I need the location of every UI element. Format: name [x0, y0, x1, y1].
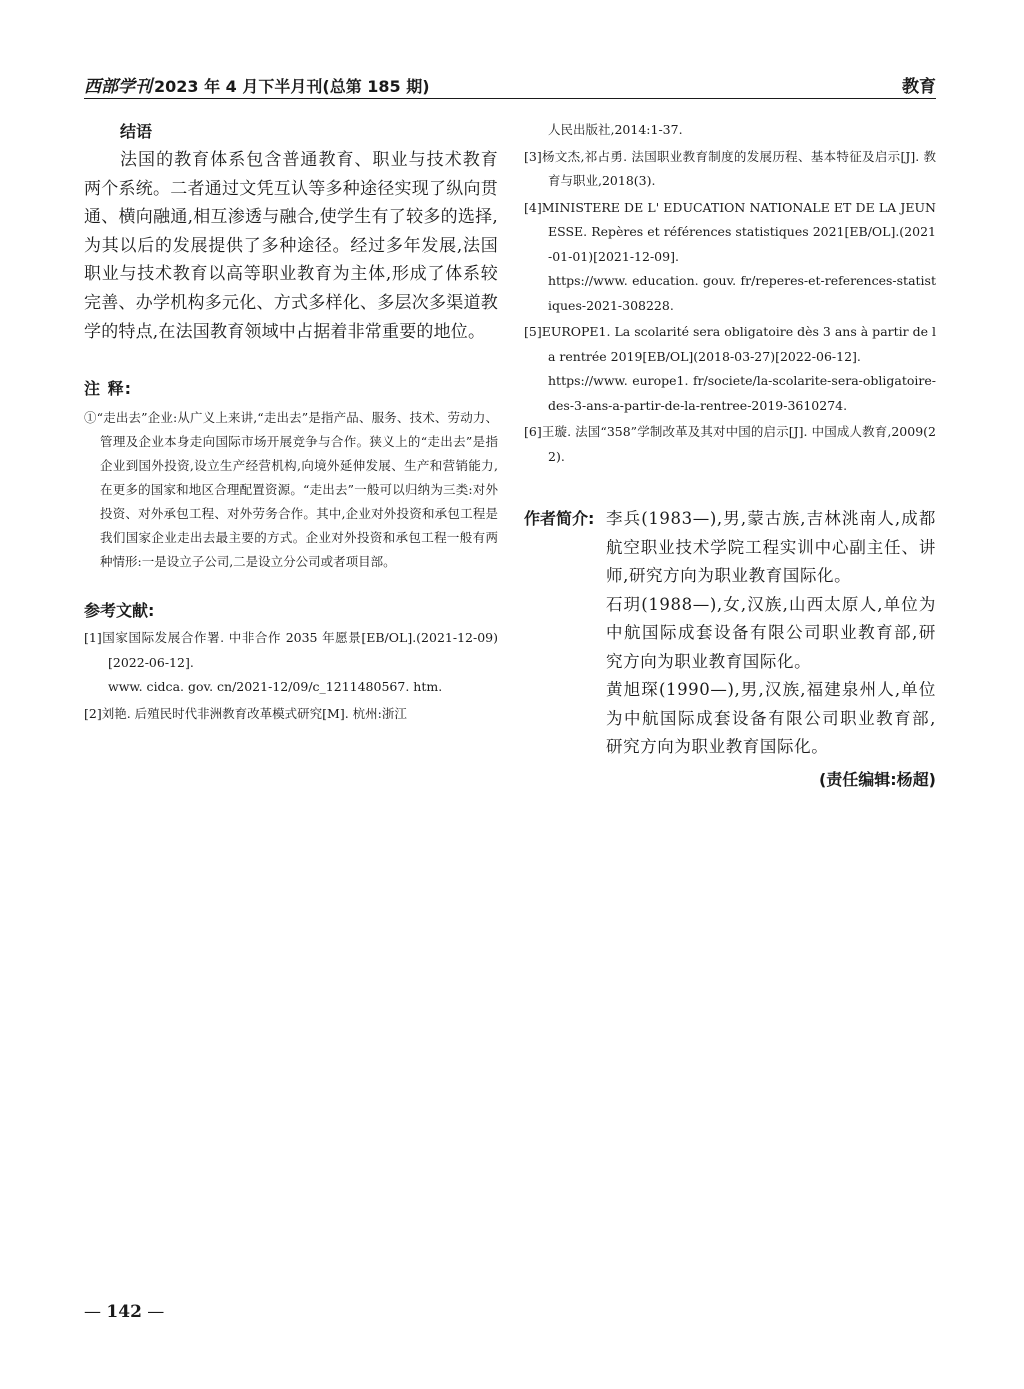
reference-item [524, 145, 936, 194]
page-header [84, 68, 936, 99]
reference-item [524, 420, 936, 469]
section-label: 教育 [902, 77, 936, 97]
reference-text: [6]王璇. 法国“358”学制改革及其对中国的启示[J]. 中国成人教育,2009(22). [524, 424, 936, 464]
reference-text: [2]刘艳. 后殖民时代非洲教育改革模式研究[M]. 杭州:浙江 [84, 705, 407, 721]
note-item: ①“走出去”企业:从广义上来讲,“走出去”是指产品、服务、技术、劳动力、管理及企业本身走向国际市场开展竞争与合作。狭义上的“走出去”是指企业到国外投资,设立生产经营机构,向境外延伸发展、生产和营销能力,在更多的国家和地区合理配置资源。“走出去”一般可以归纳为三类:对外投资、对外承包工程、对外劳务合作。其中,企业对外投资和承包工程是我们国家企业走出去最主要的方式。企业对外投资和承包工程一般有两种情形:一是设立子公司,二是设立分公司或者项目部。 [84, 410, 498, 570]
page-number-value: 142 [106, 1302, 142, 1322]
reference-item [84, 626, 498, 700]
reference-continuation: 人民出版社,2014:1-37. [548, 122, 683, 137]
conclusion-paragraph: 法国的教育体系包含普通教育、职业与技术教育两个系统。二者通过文凭互认等多种途径实现了纵向贯通、横向融通,相互渗透与融合,使学生有了较多的选择,为其以后的发展提供了多种途径。经过多年发展,法国职业与技术教育以高等职业教育为主体,形成了体系较完善、办学机构多元化、方式多样化、多层次多渠道教学的特点,在法国教育领域中占据着非常重要的地位。 [84, 150, 498, 342]
notes-heading: 注 释: [84, 379, 132, 399]
issue-info: 2023 年 4 月下半月刊(总第 185 期) [154, 77, 430, 96]
author-intro-label: 作者简介: [524, 509, 595, 528]
author-paragraph: 石玥(1988—),女,汉族,山西太原人,单位为中航国际成套设备有限公司职业教育部,研究方向为职业教育国际化。 [606, 594, 936, 671]
reference-text: [5]EUROPE1. La scolarité sera obligatoire dès 3 ans à partir de la rentrée 2019[EB/OL](2018-03-27)[2022-06-12]. [524, 324, 936, 364]
reference-url: https://www. europe1. fr/societe/la-scolarite-sera-obligatoire-des-3-ans-a-partir-de-la-rentree-2019-3610274. [548, 373, 936, 413]
reference-item [524, 196, 936, 319]
reference-url: www. cidca. gov. cn/2021-12/09/c_1211480567. htm. [108, 679, 443, 695]
page-number: — 142 — [84, 1302, 165, 1322]
reference-url: https://www. education. gouv. fr/reperes-et-references-statistiques-2021-308228. [548, 273, 936, 313]
reference-text: [3]杨文杰,祁占勇. 法国职业教育制度的发展历程、基本特征及启示[J]. 教育与职业,2018(3). [524, 148, 936, 188]
right-column [524, 118, 936, 794]
reference-item [524, 320, 936, 418]
author-intro-body [606, 505, 936, 762]
reference-item [84, 702, 498, 727]
author-paragraph: 黄旭琛(1990—),男,汉族,福建泉州人,单位为中航国际成套设备有限公司职业教育部,研究方向为职业教育国际化。 [606, 680, 936, 756]
reference-text: [4]MINISTERE DE L' EDUCATION NATIONALE ET DE LA JEUNESSE. Repères et références statistiques 2021[EB/OL].(2021-01-01)[2021-12-09]. [524, 199, 936, 264]
left-column [84, 118, 498, 726]
responsible-editor: (责任编辑:杨超) [818, 769, 936, 789]
author-intro [524, 505, 936, 794]
journal-issue-line [84, 72, 430, 97]
conclusion-heading: 结语 [120, 122, 153, 141]
reference-text: [1]国家国际发展合作署. 中非合作 2035 年愿景[EB/OL].(2021-12-09)[2022-06-12]. [84, 630, 498, 670]
author-paragraph: 李兵(1983—),男,蒙古族,吉林洮南人,成都航空职业技术学院工程实训中心副主任、讲师,研究方向为职业教育国际化。 [606, 509, 936, 585]
references-heading: 参考文献: [84, 601, 155, 621]
journal-logo: 西部学刊 [84, 77, 152, 97]
